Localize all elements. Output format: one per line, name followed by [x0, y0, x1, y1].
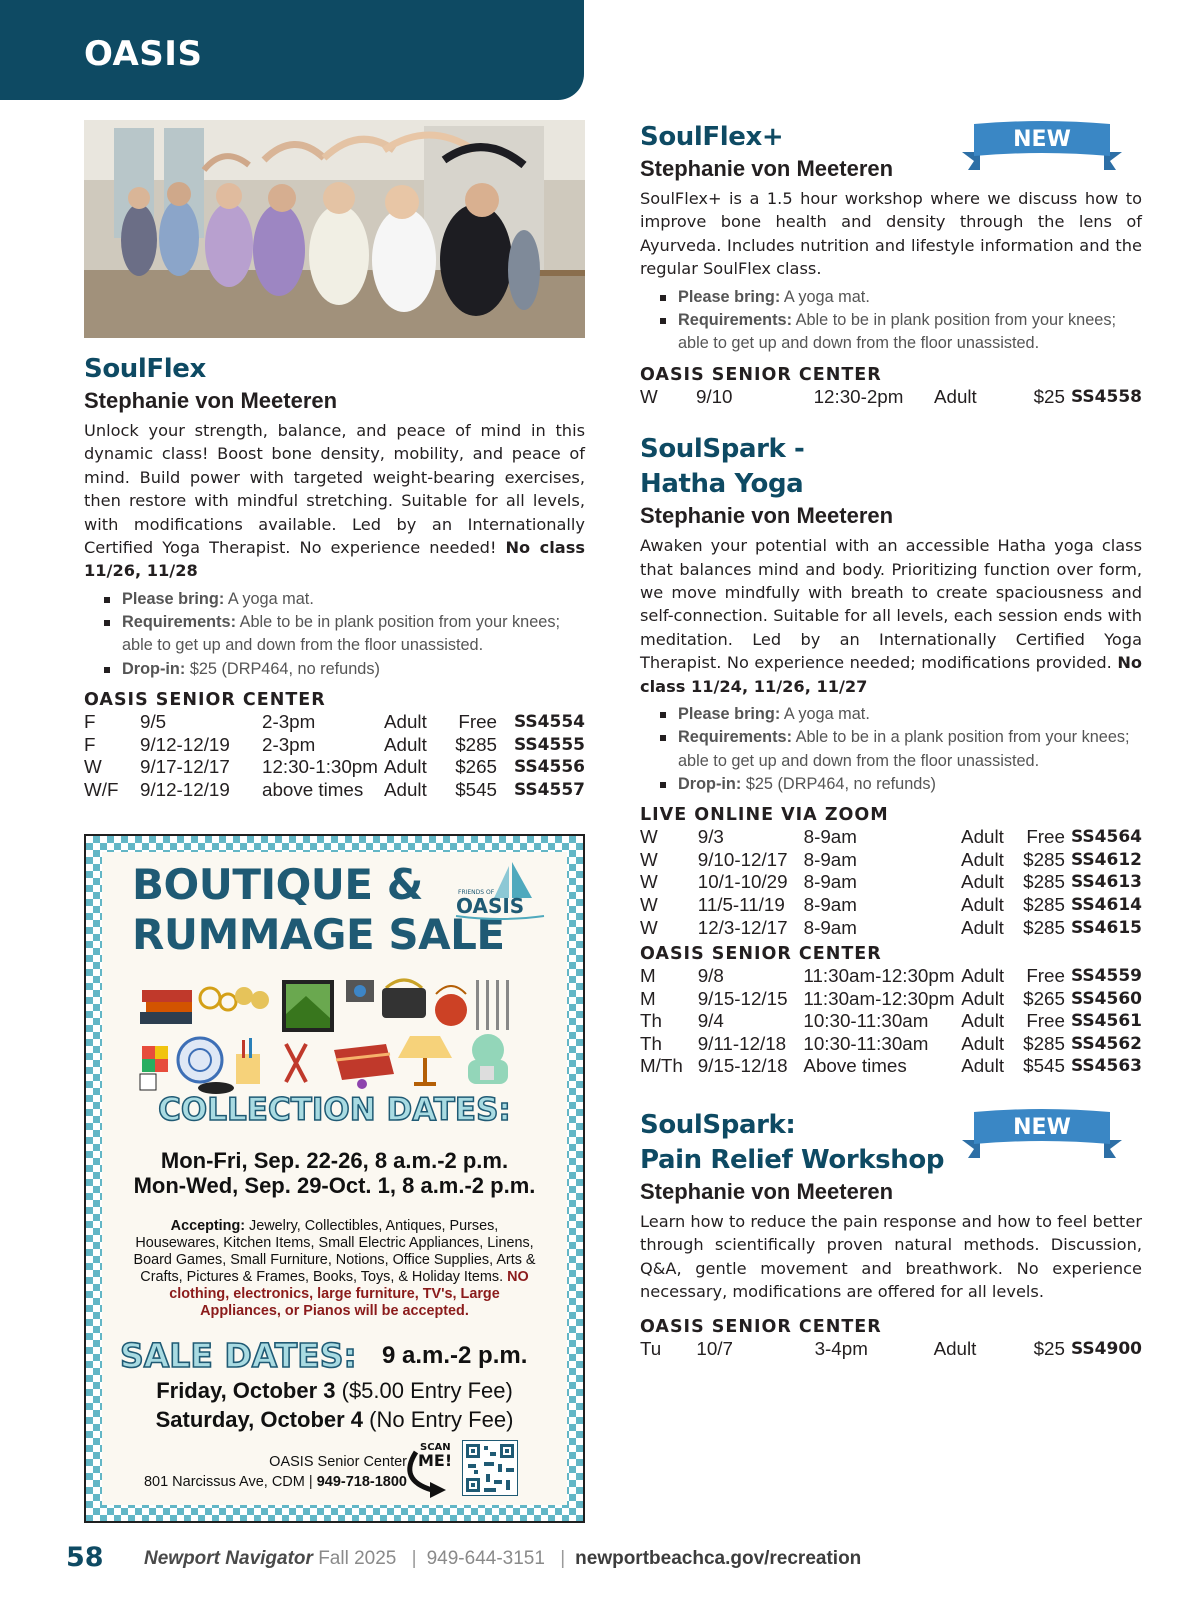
- table-row: [84, 734, 585, 757]
- age-cell: Adult: [384, 778, 427, 800]
- bullet-label: Please bring:: [678, 704, 781, 723]
- svg-text:NEW: NEW: [1013, 1115, 1071, 1141]
- dates-cell: 9/12-12/19: [140, 733, 230, 755]
- bullet-label: Drop-in:: [122, 659, 186, 678]
- table-row: [84, 779, 585, 802]
- class-photo: [84, 120, 585, 338]
- collection-dates-heading: COLLECTION DATES:: [158, 1092, 511, 1128]
- soulflex-title: SoulFlex: [84, 354, 206, 384]
- soulflex-no-class: No class 11/26, 11/28: [84, 538, 585, 581]
- age-cell: Adult: [961, 1010, 1005, 1032]
- bullet-text: Able to be in plank position from your knees; able to get up and down from the floor unassisted.: [122, 613, 561, 655]
- bullet-text: $25 (DRP464, no refunds): [741, 774, 936, 793]
- dates-cell: 11/5-11/19: [697, 893, 785, 915]
- fee-cell: $545: [455, 778, 497, 800]
- not-accepted-text: NO clothing, electronics, large furniture, TV's, Large Appliances, or Pianos will be accepted.: [169, 1269, 529, 1319]
- soulspark-no-class: No class 11/24, 11/26, 11/27: [640, 653, 1142, 696]
- bullet-label: Requirements:: [122, 613, 236, 632]
- sale-items-illustration: [136, 974, 536, 1094]
- accepting-text: Jewelry, Collectibles, Antiques, Purses, Housewares, Kitchen Items, Small Electric Appliances, Linens, Board Games, Small Furniture, Notions, Office Supplies, Arts & Crafts, Pictures & Frames, Books, Toys, & Holiday Items.: [133, 1218, 536, 1285]
- fee-cell: $285: [1023, 871, 1065, 893]
- ad-panel: [102, 852, 567, 1505]
- fee-cell: $285: [1023, 1032, 1065, 1054]
- soulflex-plus-section: [640, 120, 1142, 408]
- course-code[interactable]: SS4562: [1070, 1033, 1142, 1054]
- table-row: [640, 1055, 1142, 1078]
- table-row: [640, 386, 1142, 409]
- fee-cell: Free: [1026, 1010, 1065, 1032]
- pain-relief-schedule: [640, 1338, 1142, 1361]
- page-number: 58: [66, 1542, 104, 1573]
- soulflex-instructor: Stephanie von Meeteren: [84, 388, 338, 413]
- accepting-label: Accepting:: [170, 1218, 246, 1234]
- svg-text:NEW: NEW: [1013, 127, 1071, 152]
- pain-relief-description: Learn how to reduce the pain response and how to feel better through scientifically proven natural methods. Discussion, Q&A, gentle movement and breathwork. No experience necessary, modifications are offered for all levels.: [640, 1212, 1142, 1302]
- table-row: [640, 871, 1142, 894]
- soulflex-description-text: Unlock your strength, balance, and peace of mind in this dynamic class! Boost bone density, mobility, and peace of mind. Build power with targeted weight-bearing exercises, then restore with mindful stretching. Suitable for all levels, with modifications available. Led by an Internationally Certified Yoga Therapist. No experience needed!: [84, 421, 585, 558]
- table-row: [640, 988, 1142, 1011]
- soulspark-bullets: [660, 703, 1142, 796]
- friends-of-oasis-logo: [454, 858, 546, 922]
- fee-cell: Free: [1026, 826, 1065, 848]
- soulspark-hatha-section: [640, 432, 1142, 1078]
- time-cell: 12:30-2pm: [813, 385, 904, 407]
- course-code[interactable]: SS4564: [1070, 827, 1142, 848]
- soulflex-bullets: [104, 588, 585, 681]
- day-cell: W/F: [84, 778, 119, 800]
- left-column: [84, 120, 585, 801]
- time-cell: 3-4pm: [814, 1337, 868, 1359]
- list-item: [104, 588, 585, 611]
- day-cell: Th: [640, 1010, 662, 1032]
- course-code[interactable]: SS4561: [1070, 1011, 1142, 1032]
- list-item: [660, 726, 1142, 773]
- course-code[interactable]: SS4554: [513, 712, 585, 733]
- time-cell: 10:30-11:30am: [803, 1010, 929, 1032]
- time-cell: 8-9am: [803, 848, 857, 870]
- course-code[interactable]: SS4557: [513, 779, 585, 800]
- dates-cell: 9/10: [695, 385, 733, 407]
- time-cell: 12:30-1:30pm: [262, 756, 378, 778]
- age-cell: Adult: [961, 871, 1004, 893]
- soulspark-title: [640, 432, 1142, 502]
- sale-time: 9 a.m.-2 p.m.: [382, 1342, 528, 1369]
- svg-text:SCAN: SCAN: [420, 1442, 451, 1453]
- fee-cell: $545: [1023, 1055, 1065, 1077]
- sale-day-2-date: Saturday, October 4: [155, 1407, 364, 1432]
- table-row: [640, 1338, 1142, 1361]
- day-cell: M: [640, 987, 656, 1009]
- table-row: [640, 1010, 1142, 1033]
- course-code[interactable]: SS4556: [513, 757, 585, 778]
- list-item: [104, 658, 585, 681]
- sale-day-1: [102, 1378, 567, 1404]
- day-cell: W: [640, 871, 658, 893]
- course-code[interactable]: SS4614: [1070, 894, 1142, 915]
- dates-cell: 9/12-12/19: [140, 778, 230, 800]
- soulflex-plus-bullets: [660, 286, 1142, 356]
- table-row: [640, 965, 1142, 988]
- age-cell: Adult: [961, 965, 1005, 987]
- dates-cell: 9/8: [697, 965, 724, 987]
- pain-relief-section: [640, 1108, 1142, 1360]
- dates-cell: 9/15-12/15: [697, 987, 788, 1009]
- bullet-label: Drop-in:: [678, 774, 742, 793]
- scan-me-icon: [402, 1440, 462, 1498]
- day-cell: W: [640, 385, 658, 407]
- fee-cell: $265: [1023, 987, 1065, 1009]
- day-cell: W: [640, 893, 658, 915]
- bullet-text: $25 (DRP464, no refunds): [185, 659, 380, 678]
- bullet-label: Requirements:: [678, 728, 792, 747]
- pain-relief-title-line2: Pain Relief Workshop: [640, 1145, 945, 1176]
- soulspark-title-line2: Hatha Yoga: [640, 469, 804, 500]
- footer-phone: 949-644-3151: [426, 1548, 545, 1569]
- pain-relief-title-line1: SoulSpark:: [640, 1110, 796, 1141]
- yoga-class-photo: [84, 120, 585, 338]
- time-cell: above times: [262, 778, 364, 800]
- bullet-label: Please bring:: [678, 287, 781, 306]
- pain-relief-location: OASIS SENIOR CENTER: [640, 1316, 882, 1337]
- fee-cell: $285: [1023, 893, 1065, 915]
- age-cell: Adult: [384, 711, 427, 733]
- bullet-label: Requirements:: [678, 310, 792, 329]
- venue-address: [144, 1474, 407, 1490]
- collection-date-1: Mon-Fri, Sep. 22-26, 8 a.m.-2 p.m.: [160, 1148, 509, 1173]
- time-cell: 2-3pm: [262, 711, 316, 733]
- svg-text:OASIS: OASIS: [456, 894, 525, 918]
- age-cell: Adult: [961, 987, 1005, 1009]
- time-cell: Above times: [803, 1055, 907, 1077]
- fee-cell: Free: [1026, 965, 1065, 987]
- dates-cell: 9/17-12/17: [140, 756, 230, 778]
- day-cell: Th: [640, 1032, 662, 1054]
- footer-separator: |: [411, 1548, 417, 1569]
- accepted-items: [130, 1218, 539, 1320]
- table-row: [84, 756, 585, 779]
- right-column: [640, 120, 1142, 1360]
- dates-cell: 10/1-10/29: [697, 871, 788, 893]
- soulspark-description-text: Awaken your potential with an accessible Hatha yoga class that balances mind and body. Prioritizing function over form, we move mindfully with breath to create spaciousness and self-connection. Suitable for all levels, each session ends with meditation. Led by an Internationally Certified Yoga Therapist. No experience needed; modifications provided.: [640, 536, 1142, 673]
- course-code[interactable]: SS4563: [1070, 1056, 1142, 1077]
- day-cell: W: [640, 848, 658, 870]
- time-cell: 11:30am-12:30pm: [803, 987, 955, 1009]
- dates-cell: 9/10-12/17: [697, 848, 788, 870]
- dates-cell: 9/11-12/18: [697, 1032, 787, 1054]
- ad-title-line1: BOUTIQUE &: [132, 860, 423, 909]
- day-cell: M/Th: [640, 1055, 683, 1077]
- age-cell: Adult: [384, 756, 427, 778]
- sale-day-2: [102, 1407, 567, 1433]
- new-badge-ribbon: [962, 120, 1122, 174]
- table-row: [84, 711, 585, 734]
- time-cell: 8-9am: [803, 916, 857, 938]
- age-cell: Adult: [933, 385, 977, 407]
- list-item: [660, 309, 1142, 356]
- time-cell: 8-9am: [803, 871, 857, 893]
- fee-cell: $25: [1033, 1337, 1065, 1359]
- soulflex-schedule: [84, 711, 585, 801]
- course-code[interactable]: SS4612: [1070, 849, 1142, 870]
- day-cell: F: [84, 711, 96, 733]
- publication-name: Newport Navigator: [144, 1548, 313, 1569]
- day-cell: W: [640, 826, 658, 848]
- table-row: [640, 826, 1142, 849]
- course-code[interactable]: SS4615: [1070, 917, 1142, 938]
- soulspark-title-line1: SoulSpark -: [640, 434, 805, 465]
- day-cell: M: [640, 965, 656, 987]
- sale-day-1-date: Friday, October 3: [156, 1378, 336, 1403]
- venue-street: 801 Narcissus Ave, CDM |: [143, 1474, 317, 1490]
- dates-cell: 9/3: [697, 826, 724, 848]
- pain-relief-instructor: Stephanie von Meeteren: [640, 1179, 894, 1205]
- day-cell: Tu: [640, 1337, 662, 1359]
- venue-phone: 949-718-1800: [316, 1474, 407, 1490]
- list-item: [660, 286, 1142, 309]
- course-code[interactable]: SS4558: [1070, 386, 1142, 407]
- section-title: OASIS: [84, 34, 203, 74]
- dates-cell: 9/5: [140, 711, 167, 733]
- sale-day-1-fee: ($5.00 Entry Fee): [335, 1378, 513, 1403]
- day-cell: W: [84, 756, 102, 778]
- footer-text: [144, 1548, 861, 1570]
- day-cell: W: [640, 916, 658, 938]
- bullet-label: Please bring:: [122, 589, 225, 608]
- age-cell: Adult: [961, 893, 1004, 915]
- soulflex-plus-title: SoulFlex+: [640, 122, 784, 152]
- fee-cell: $285: [1023, 848, 1065, 870]
- table-row: [640, 894, 1142, 917]
- list-item: [660, 773, 1142, 796]
- publication-season: Fall 2025: [312, 1548, 397, 1569]
- age-cell: Adult: [961, 916, 1004, 938]
- qr-code[interactable]: [462, 1440, 518, 1496]
- soulflex-location: OASIS SENIOR CENTER: [84, 690, 326, 711]
- sale-dates-heading: SALE DATES:: [120, 1336, 357, 1375]
- fee-cell: $265: [455, 756, 497, 778]
- soulspark-description: [640, 534, 1142, 698]
- course-code[interactable]: SS4560: [1070, 988, 1142, 1009]
- sale-day-2-fee: (No Entry Fee): [363, 1407, 514, 1432]
- soulspark-online-schedule: [640, 826, 1142, 939]
- footer-url[interactable]: newportbeachca.gov/recreation: [575, 1548, 862, 1569]
- time-cell: 10:30-11:30am: [803, 1032, 929, 1054]
- bullet-text: A yoga mat.: [780, 704, 870, 723]
- time-cell: 2-3pm: [262, 733, 316, 755]
- table-row: [640, 1033, 1142, 1056]
- fee-cell: $285: [1023, 916, 1065, 938]
- table-row: [640, 849, 1142, 872]
- age-cell: Adult: [961, 1032, 1005, 1054]
- fee-cell: $285: [455, 733, 497, 755]
- collection-date-2: Mon-Wed, Sep. 29-Oct. 1, 8 a.m.-2 p.m.: [133, 1173, 536, 1198]
- age-cell: Adult: [384, 733, 427, 755]
- soulflex-plus-schedule: [640, 386, 1142, 409]
- course-code[interactable]: SS4559: [1070, 966, 1142, 987]
- bullet-text: Able to be in plank position from your knees; able to get up and down from the floor unassisted.: [678, 310, 1117, 353]
- venue-name: OASIS Senior Center: [269, 1454, 407, 1470]
- soulspark-instructor: Stephanie von Meeteren: [640, 503, 894, 529]
- svg-text:ME!: ME!: [418, 1451, 453, 1470]
- footer-separator: |: [560, 1548, 566, 1569]
- table-row: [640, 917, 1142, 940]
- course-code[interactable]: SS4613: [1070, 872, 1142, 893]
- new-badge-ribbon: [962, 1108, 1122, 1162]
- soulspark-online-location: LIVE ONLINE VIA ZOOM: [640, 805, 889, 826]
- dates-cell: 9/15-12/18: [697, 1055, 788, 1077]
- dates-cell: 12/3-12/17: [697, 916, 788, 938]
- soulflex-plus-description: SoulFlex+ is a 1.5 hour workshop where we discuss how to improve bone health and density through the lens of Ayurveda. Includes nutrition and lifestyle information and the regular SoulFlex class.: [640, 189, 1142, 279]
- soulspark-schedule: [640, 965, 1142, 1078]
- soulspark-location: OASIS SENIOR CENTER: [640, 944, 882, 965]
- soulflex-plus-location: OASIS SENIOR CENTER: [640, 364, 882, 385]
- svg-text:FRIENDS OF: FRIENDS OF: [458, 889, 495, 896]
- time-cell: 8-9am: [803, 826, 857, 848]
- bullet-text: A yoga mat.: [780, 287, 870, 306]
- list-item: [660, 703, 1142, 726]
- time-cell: 11:30am-12:30pm: [803, 965, 955, 987]
- ad-title-line2: RUMMAGE SALE: [132, 910, 505, 959]
- soulflex-plus-instructor: Stephanie von Meeteren: [640, 156, 894, 181]
- section-tab: [0, 0, 584, 100]
- age-cell: Adult: [961, 826, 1004, 848]
- day-cell: F: [84, 733, 96, 755]
- fee-cell: $25: [1033, 385, 1065, 407]
- course-code[interactable]: SS4900: [1070, 1338, 1142, 1359]
- dates-cell: 10/7: [696, 1337, 733, 1359]
- fee-cell: Free: [458, 711, 497, 733]
- bullet-text: A yoga mat.: [224, 589, 314, 608]
- list-item: [104, 611, 585, 658]
- age-cell: Adult: [961, 1055, 1005, 1077]
- course-code[interactable]: SS4555: [513, 734, 585, 755]
- age-cell: Adult: [961, 848, 1004, 870]
- age-cell: Adult: [933, 1337, 977, 1359]
- page-footer: [66, 1542, 1166, 1578]
- soulflex-description: [84, 419, 585, 583]
- dates-cell: 9/4: [697, 1010, 724, 1032]
- ad-title: [132, 860, 505, 960]
- time-cell: 8-9am: [803, 893, 857, 915]
- rummage-sale-ad: [84, 834, 585, 1523]
- bullet-text: Able to be in a plank position from your knees; able to get up and down from the floor unassisted.: [678, 728, 1130, 770]
